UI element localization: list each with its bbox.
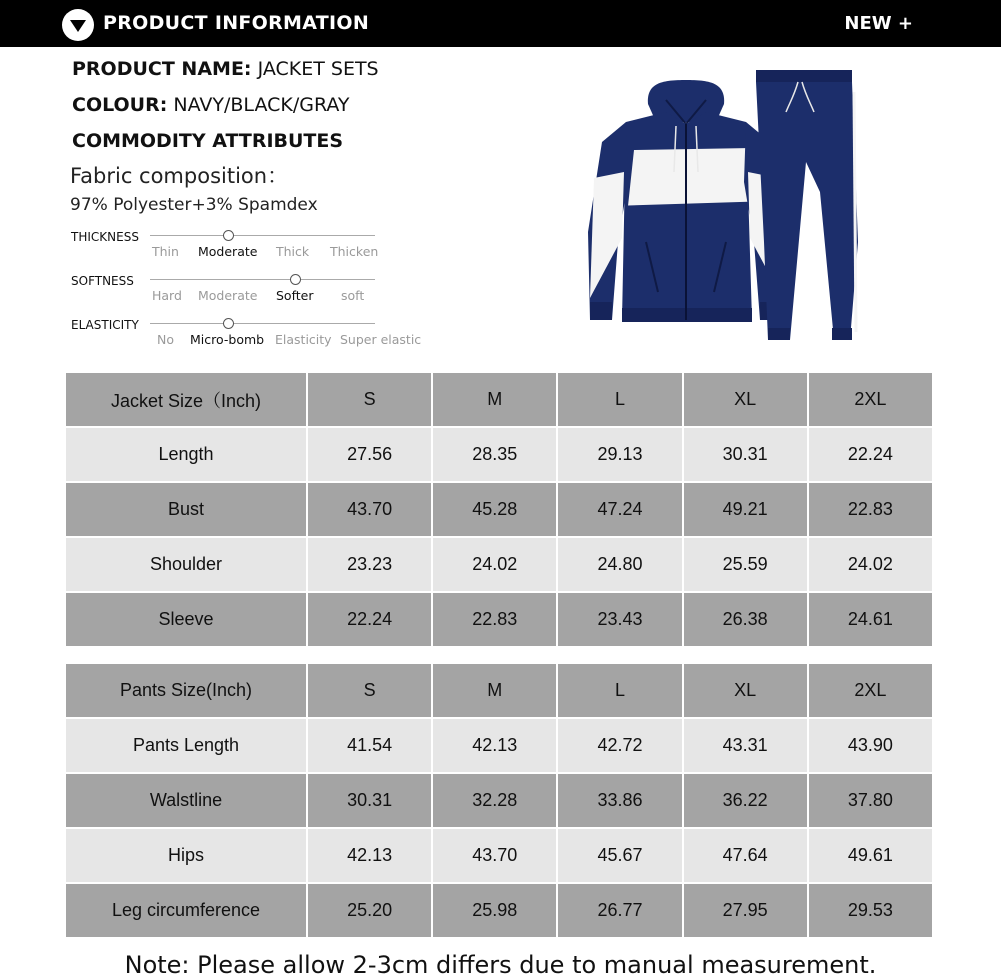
table-cell: 24.80 xyxy=(557,537,682,592)
elasticity-option: Super elastic xyxy=(340,332,422,347)
table-cell: 30.31 xyxy=(307,773,432,828)
elasticity-option: No xyxy=(157,332,174,347)
thickness-indicator xyxy=(223,230,234,241)
table-cell: 42.13 xyxy=(432,718,557,773)
table-cell: 23.43 xyxy=(557,592,682,647)
table-header-cell: S xyxy=(307,663,432,718)
table-cell: 45.28 xyxy=(432,482,557,537)
table-row xyxy=(65,482,933,537)
elasticity-label: ELASTICITY xyxy=(71,318,139,332)
table-cell: 27.56 xyxy=(307,427,432,482)
row-label: Shoulder xyxy=(65,537,307,592)
table-cell: 41.54 xyxy=(307,718,432,773)
table-cell: 47.64 xyxy=(683,828,808,883)
softness-option: soft xyxy=(341,288,365,303)
table-cell: 22.24 xyxy=(808,427,933,482)
product-name-label: PRODUCT NAME: xyxy=(72,58,252,80)
table-cell: 37.80 xyxy=(808,773,933,828)
table-header-cell: M xyxy=(432,663,557,718)
table-row xyxy=(65,592,933,647)
table-cell: 47.24 xyxy=(557,482,682,537)
table-cell: 49.21 xyxy=(683,482,808,537)
thickness-option-selected: Moderate xyxy=(198,244,258,259)
table-cell: 43.70 xyxy=(432,828,557,883)
pants-size-table xyxy=(64,662,934,939)
table-header-row xyxy=(65,372,933,427)
row-label: Hips xyxy=(65,828,307,883)
softness-option-selected: Softer xyxy=(276,288,314,303)
table-header-cell: S xyxy=(307,372,432,427)
table-header-cell: XL xyxy=(683,663,808,718)
table-cell: 24.02 xyxy=(808,537,933,592)
softness-option: Hard xyxy=(152,288,182,303)
product-name-value: JACKET SETS xyxy=(257,58,379,80)
table-cell: 22.83 xyxy=(432,592,557,647)
softness-option: Moderate xyxy=(198,288,258,303)
commodity-attributes-heading: COMMODITY ATTRIBUTES xyxy=(72,130,344,152)
table-cell: 43.70 xyxy=(307,482,432,537)
table-cell: 26.38 xyxy=(683,592,808,647)
row-label: Sleeve xyxy=(65,592,307,647)
softness-indicator xyxy=(290,274,301,285)
fabric-composition-value: 97% Polyester+3% Spamdex xyxy=(70,195,318,215)
row-label: Leg circumference xyxy=(65,883,307,938)
table-cell: 24.61 xyxy=(808,592,933,647)
table-row xyxy=(65,718,933,773)
table-header-cell: M xyxy=(432,372,557,427)
row-label: Length xyxy=(65,427,307,482)
colour-line xyxy=(72,94,350,116)
table-cell: 36.22 xyxy=(683,773,808,828)
thickness-option: Thin xyxy=(152,244,179,259)
row-label: Bust xyxy=(65,482,307,537)
table-cell: 25.98 xyxy=(432,883,557,938)
thickness-scale-line xyxy=(150,235,375,236)
table-cell: 30.31 xyxy=(683,427,808,482)
table-cell: 27.95 xyxy=(683,883,808,938)
table-cell: 25.59 xyxy=(683,537,808,592)
table-header-cell: 2XL xyxy=(808,372,933,427)
table-header-cell: 2XL xyxy=(808,663,933,718)
table-cell: 42.13 xyxy=(307,828,432,883)
thickness-option: Thicken xyxy=(330,244,379,259)
table-cell: 33.86 xyxy=(557,773,682,828)
product-image xyxy=(576,62,876,352)
table-cell: 28.35 xyxy=(432,427,557,482)
pants-illustration xyxy=(756,70,858,340)
table-cell: 22.83 xyxy=(808,482,933,537)
table-cell: 29.13 xyxy=(557,427,682,482)
softness-label: SOFTNESS xyxy=(71,274,134,288)
thickness-option: Thick xyxy=(276,244,310,259)
fabric-composition-title: Fabric composition： xyxy=(70,164,289,188)
elasticity-indicator xyxy=(223,318,234,329)
header-banner xyxy=(0,0,1001,47)
table-row xyxy=(65,537,933,592)
table-cell: 42.72 xyxy=(557,718,682,773)
table-header-cell: L xyxy=(557,663,682,718)
table-header-row xyxy=(65,663,933,718)
table-row xyxy=(65,427,933,482)
table-cell: 23.23 xyxy=(307,537,432,592)
table-cell: 32.28 xyxy=(432,773,557,828)
table-cell: 22.24 xyxy=(307,592,432,647)
table-cell: 49.61 xyxy=(808,828,933,883)
header-title: PRODUCT INFORMATION xyxy=(103,12,370,34)
row-label: Walstline xyxy=(65,773,307,828)
colour-value: NAVY/BLACK/GRAY xyxy=(173,94,350,116)
thickness-label: THICKNESS xyxy=(71,230,139,244)
measurement-note: Note: Please allow 2-3cm differs due to manual measurement. xyxy=(124,951,877,979)
jacket-illustration xyxy=(588,80,784,322)
table-cell: 26.77 xyxy=(557,883,682,938)
row-label: Pants Length xyxy=(65,718,307,773)
table-row xyxy=(65,883,933,938)
table-cell: 43.90 xyxy=(808,718,933,773)
table-cell: 25.20 xyxy=(307,883,432,938)
table-cell: 24.02 xyxy=(432,537,557,592)
table-row xyxy=(65,828,933,883)
table-cell: 29.53 xyxy=(808,883,933,938)
elasticity-scale-line xyxy=(150,323,375,324)
jacket-size-table xyxy=(64,371,934,648)
product-name-line xyxy=(72,58,379,80)
colour-label: COLOUR: xyxy=(72,94,168,116)
table-cell: 43.31 xyxy=(683,718,808,773)
softness-scale-line xyxy=(150,279,375,280)
new-label: NEW + xyxy=(844,13,913,34)
table-header-cell: Pants Size(Inch) xyxy=(65,663,307,718)
table-header-cell: L xyxy=(557,372,682,427)
elasticity-option-selected: Micro-bomb xyxy=(190,332,265,347)
table-cell: 45.67 xyxy=(557,828,682,883)
table-row xyxy=(65,773,933,828)
elasticity-option: Elasticity xyxy=(275,332,332,347)
table-header-cell: Jacket Size（Inch) xyxy=(65,372,307,427)
chevron-down-icon xyxy=(62,9,94,41)
table-header-cell: XL xyxy=(683,372,808,427)
